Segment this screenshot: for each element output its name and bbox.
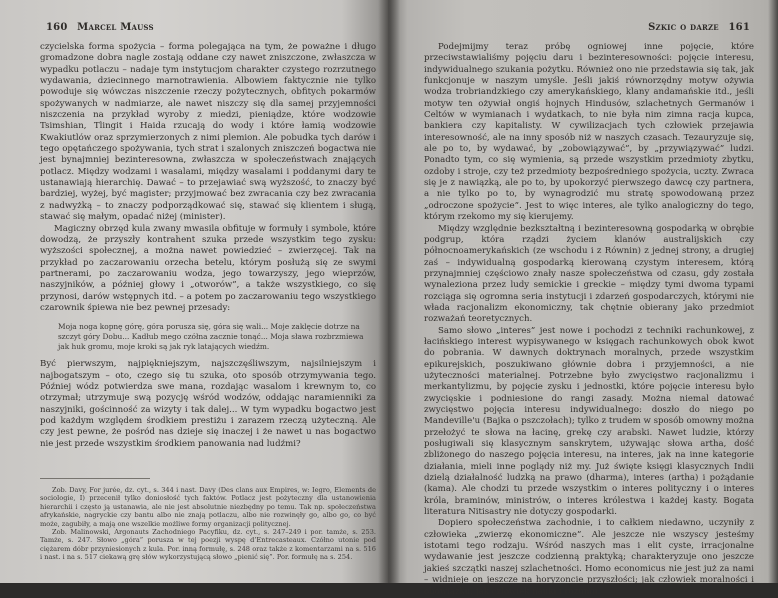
- right-running-title: Szkic o darze: [648, 22, 719, 33]
- book-gutter: [378, 0, 400, 583]
- footnote: Zob. Malinowski, Argonauts Zachodniego Pacyfiku, dz. cyt., s. 247–249 i por. tamże, s. 253. Tamże, s. 247. Słowo „góra” porusza w tej poezji wyspę d’Entrecasteaux. Czółno utonie pod ciężarem dóbr przyniesionych z kula. Por. inną formułę, s. 248 oraz także z komentarzami na s. 516 i nast. i na s. 517 ciekawą grę słów wykorzystującą słowo „pienić się”. Por. formułę na s. 254.: [40, 528, 376, 562]
- paragraph: Magiczny obrzęd kula zwany mwasila obfituje w formuły i symbole, które dowodzą, że przyszły kontrahent szuka przede wszystkim tego zysku: wyższości społecznej, a można nawet powiedzieć – zwierzęcej. Tak na przykład po zaczarowaniu orzecha betelu, którym posłużą się ze swymi partnerami, po zaczarowaniu wodza, jego towarzyszy, jego wieprzów, naszyjników, a później głowy i „otworów”, a także wszystkiego, co się przynosi, darów wstępnych itd. – a potem po zaczarowaniu tego wszystkiego czarownik śpiewa nie bez pewnej przesady:: [40, 223, 376, 313]
- paragraph: Między względnie bezkształtną i bezinteresowną gospodarką w obrębie podgrup, która rządzi życiem klanów australijskich czy północnoamerykańskich (ze wschodu i z Równin) z jednej strony, a drugiej zaś – indywidualną gospodarką kierowaną czystym interesem, którą przynajmniej częściowo znały nasze społeczeństwa od czasu, gdy została wynaleziona przez ludy semickie i greckie – między tymi dwoma typami rozciąga się ogromna seria instytucji i zdarzeń gospodarczych, którymi nie włada racjonalizm ekonomiczny, tak chętnie obierany jako przedmiot rozważań teoretycznych.: [424, 223, 754, 325]
- block-quote: [58, 322, 376, 351]
- left-page-number: 160: [46, 22, 68, 33]
- paragraph: Podejmijmy teraz próbę ogniowej inne pojęcie, które przeciwstawialiśmy pojęciu daru i bezinteresowności: pojęcie interesu, indywidualnego szukania pożytku. Również ono nie przedstawia się tak, jak funkcjonuje w naszym umyśle. Jeśli jakiś równorzędny motyw ożywia wodza trobriandzkiego czy amerykańskiego, klany andamańskie itd., jeśli motyw ten ożywiał ongiś hojnych Hindusów, szlachetnych Germanów i Celtów w wymianach i wydatkach, to nie była nim zimna racja kupca, bankiera czy kapitalisty. W cywilizacjach tych człowiek przejawia interesowność, ale na inny sposób niż w naszych czasach. Tezauryzuje się, ale po to, by wydawać, by „zobowiązywać”, by „przywiązywać” ludzi. Ponadto tym, co się wymienia, są przede wszystkim przedmioty zbytku, ozdoby i stroje, czy też przedmioty bezpośredniego spożycia, uczty. Zwraca się je z nawiązką, ale po to, by upokorzyć pierwszego dawcę czy partnera, a nie tylko po to, by wynagrodzić mu stratę spowodowaną przez „odroczone spożycie”. Jest to więc interes, ale tylko analogiczny do tego, którym rzekomo my się kierujemy.: [424, 42, 754, 223]
- right-running-head: [648, 22, 756, 33]
- footnotes: [40, 486, 376, 562]
- paragraph: Dopiero społeczeństwa zachodnie, i to całkiem niedawno, uczyniły z człowieka „zwierzę ekonomiczne”. Ale jeszcze nie wszyscy jesteśmy istotami tego rodzaju. Wśród naszych mas i elit cyste, irracjonalne wydawanie jest jeszcze codzienną praktyką; charakteryzuje ono jeszcze jakieś szczątki naszej szlachetności. Homo economicus nie jest już za nami – widnieje on jeszcze na horyzoncie przyszłości; jak człowiek moralności i obowiązku; jak człowiek nauki i rozumu.: [424, 518, 754, 597]
- paragraph: Być pierwszym, najpiękniejszym, najszczęśliwszym, najsilniejszym i najbogatszym – oto, czego się tu szuka, oto sposób otrzymywania tego. Później wódz potwierdza swe mana, rozdając wasalom i krewnym to, co otrzymał; utrzymuje swą pozycję wśród wodzów, oddając naramienniki za naszyjniki, gościnność za wizyty i tak dalej... W tym wypadku bogactwo jest pod każdym względem środkiem prestiżu i zarazem rzeczą użyteczną. Ale czy jest pewne, że pośród nas dzieje się inaczej i że nawet u nas bogactwo nie jest przede wszystkim środkiem panowania nad ludźmi?: [40, 359, 376, 449]
- left-running-title: Marcel Mauss: [77, 22, 154, 33]
- left-body-text: [40, 42, 376, 450]
- paragraph: czycielska forma spożycia – forma polegająca na tym, że poważne i długo gromadzone dobra nagle zostają oddane czy nawet zniszczone, zwłaszcza w wypadku potlaczu – nadaje tym instytucjom charakter czystego rozrzutnego wydawania, dziecinnego marnotrawienia. Albowiem faktycznie nie tylko powoduje się wówczas niszczenie rzeczy pożytecznych, obfitych pokarmów spożywanych w nadmiarze, ale nawet niszczy się dla samej przyjemności niszczenia na przykład wyroby z miedzi, pieniądze, które wodzowie Tsimshian, Tlingit i Haida rzucają do wody i które łamią wodzowie Kwakiutlów oraz sprzymierzonych z nimi plemion. Ale pobudka tych darów i tego opętańczego spożywania, tych strat i szalonych zniszczeń bogactwa nie jest bynajmniej bezinteresowna, zwłaszcza w społeczeństwach znających potlacz. Między wodzami i wasalami, między wasalami i poddanymi dary te ustanawiają hierarchię. Dawać – to przejawiać swą wyższość, to znaczy być bardziej, wyżej, być magister; przyjmować bez zwracania czy bez zwracania z nadwyżką – to znaczy podporządkować się, stawać się klientem i sługą, stawać się małym, opadać niżej (minister).: [40, 42, 376, 223]
- quote-text: Moja noga kopnę górę, góra porusza się, góra się wali... Moje zaklęcie dotrze na szczyt góry Dobu... Kadłub mego czółna zacznie tonąć... Moja sława rozbrzmiewa jak huk gromu, moje kroki są jak ryk latających wiedźm.: [58, 322, 364, 351]
- footnote-rule: [40, 478, 150, 479]
- page-edge-shadow: [768, 0, 778, 583]
- right-body-text: [424, 42, 754, 598]
- left-page: [0, 0, 388, 583]
- paragraph: Samo słowo „interes” jest nowe i pochodzi z techniki rachunkowej, z łacińskiego interest wypisywanego w księgach rachunkowych obok kwot do pobrania. W dawnych doktrynach moralnych, przede wszystkim epikurejskich, poszukiwano głównie dobra i przyjemności, a nie użyteczności materialnej. Potrzebne było zwycięstwo racjonalizmu i merkantylizmu, by pojęcie zysku i jednostki, które pojęcie interesu było zwycięskie i podniesione do rangi zasady. Można niemal datować zwycięstwo pojęcia interesu indywidualnego: doszło do niego po Mandeville'u (Bajka o pszczołach); tylko z trudem w sposób omowny można przełożyć te słowa na łacinę, grekę czy arabski. Nawet ludzie, którzy posługiwali się klasycznym sanskrytem, używając słowa artha, dość zbliżonego do naszego pojęcia interesu, na interes, jak na inne kategorie działania, mieli inne poglądy niż my. Już święte księgi klasycznych Indii dzielą działalność ludzką na prawo (dharma), interes (artha) i pożądanie (kama). Ale chodzi tu przede wszystkim o interes polityczny i o interes króla, braminów, ministrów, o interes królestwa i każdej kasty. Bogata literatura Nitisastry nie dotyczy gospodarki.: [424, 325, 754, 518]
- right-page-number: 161: [728, 22, 750, 33]
- left-running-head: [40, 22, 154, 33]
- footnote: Zob. Davy, For jurée, dz. cyt., s. 344 i nast. Davy (Des clans aux Empires, w: Iegro, Elements de sociologie, I) przecenił tylko doniosłość tych faktów. Potlacz jest pożyteczny dla ustanowienia hierarchii i często ją ustanawia, ale nie jest absolutnie niezbędny po temu. Tak np. społeczeństwa afrykańskie, nagryckie czy bantu albo nie znają potlaczu, albo nie rozwinęły go, albo go, co być może, zagubiły, a mają one wszelkie możliwe formy organizacji politycznej.: [40, 486, 376, 528]
